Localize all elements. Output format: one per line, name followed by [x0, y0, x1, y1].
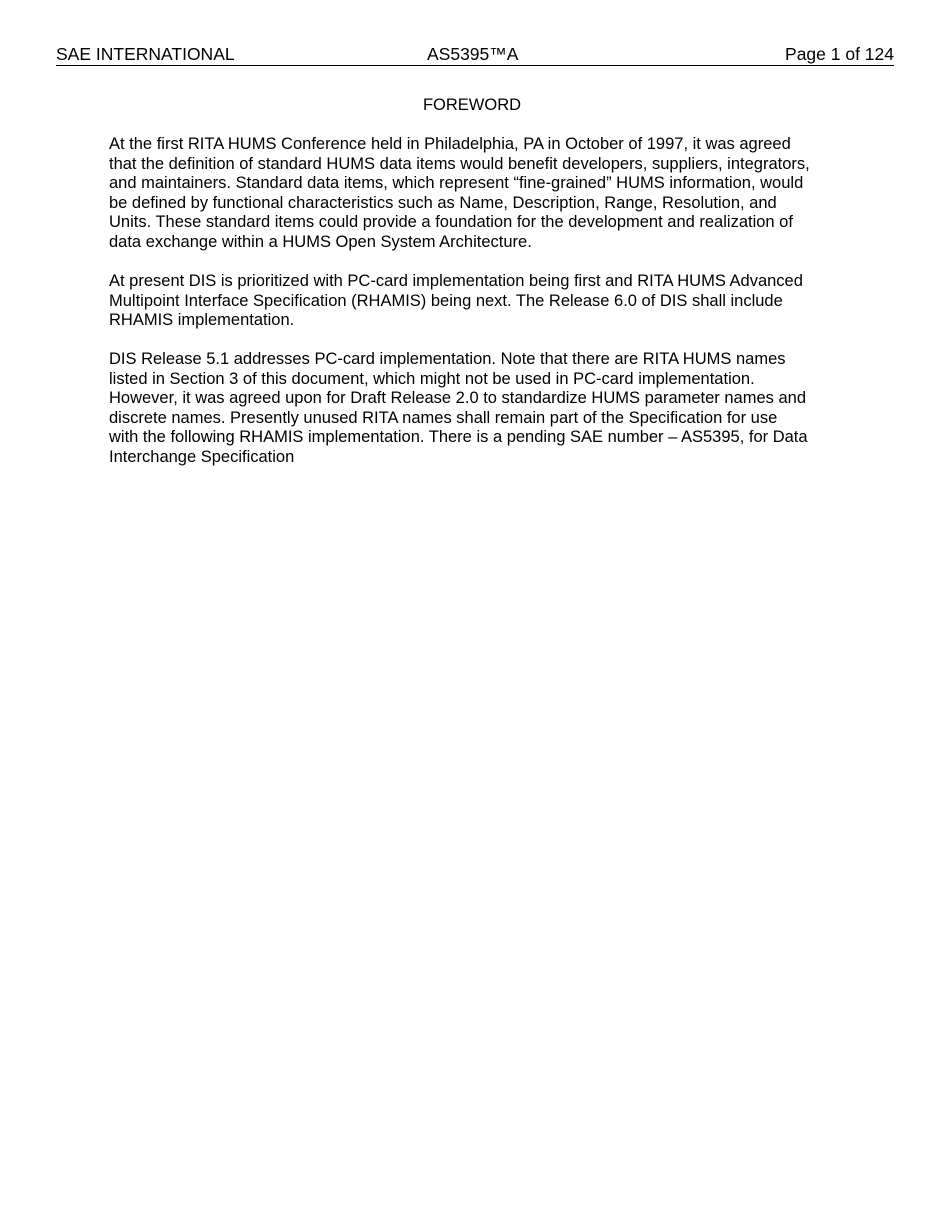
section-title: FOREWORD: [422, 96, 522, 114]
header-document-number: AS5395™A: [427, 44, 519, 64]
text-line: with the following RHAMIS implementation. There is a pending SAE number – AS5395, for Data: [109, 428, 808, 447]
text-line: However, it was agreed upon for Draft Release 2.0 to standardize HUMS parameter names and: [109, 389, 807, 408]
text-line: RHAMIS implementation.: [109, 311, 295, 330]
paragraph-2: [109, 272, 849, 331]
text-line: and maintainers. Standard data items, which represent “fine-grained” HUMS information, would: [109, 174, 804, 193]
text-line: At the first RITA HUMS Conference held in Philadelphia, PA in October of 1997, it was agreed: [109, 135, 791, 153]
text-line: discrete names. Presently unused RITA names shall remain part of the Specification for use: [109, 408, 778, 427]
text-line: Multipoint Interface Specification (RHAMIS) being next. The Release 6.0 of DIS shall include: [109, 291, 783, 310]
page-header: [56, 44, 894, 66]
text-line: Interchange Specification: [109, 447, 295, 466]
paragraph-3: [109, 350, 849, 468]
text-line: Units. These standard items could provide a foundation for the development and realization of: [109, 213, 793, 232]
text-line: data exchange within a HUMS Open System Architecture.: [109, 232, 532, 251]
text-line: DIS Release 5.1 addresses PC-card implementation. Note that there are RITA HUMS names: [109, 350, 786, 368]
text-line: listed in Section 3 of this document, which might not be used in PC-card implementation.: [109, 369, 755, 388]
text-line: At present DIS is prioritized with PC-card implementation being first and RITA HUMS Advanced: [109, 272, 803, 290]
text-line: that the definition of standard HUMS data items would benefit developers, suppliers, integrators,: [109, 154, 810, 173]
paragraph-1: [109, 135, 849, 253]
header-organization: SAE INTERNATIONAL: [56, 44, 235, 64]
header-page-number: Page 1 of 124: [785, 44, 894, 64]
text-line: be defined by functional characteristics such as Name, Description, Range, Resolution, and: [109, 193, 777, 212]
